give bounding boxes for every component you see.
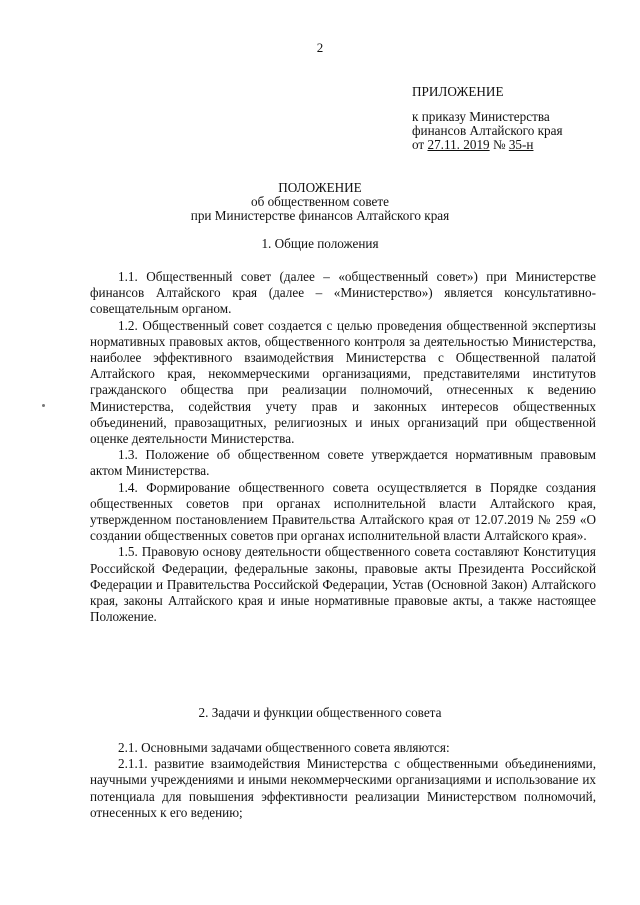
- section-1-body: [90, 269, 596, 625]
- section-1-heading: 1. Общие положения: [261, 236, 379, 251]
- number-sign: №: [489, 137, 509, 152]
- paragraph-1-1: 1.1. Общественный совет (далее – «общественный совет») при Министерстве финансов Алтайского края (далее – «Министерство») является консультативно-совещательным органом.: [90, 269, 596, 317]
- title-line-1: ПОЛОЖЕНИЕ: [278, 180, 362, 195]
- paragraph-1-4: 1.4. Формирование общественного совета осуществляется в Порядке создания общественных советов при органах исполнительной власти Алтайского края, утвержденном постановлением Правительства Алтайского края от 12.07.2019 № 259 «О создании общественных советов при органах исполнительной власти Алтайского края».: [90, 479, 596, 544]
- order-number: 35-н: [508, 137, 534, 152]
- page-number: 2: [316, 40, 324, 55]
- document-title: [0, 181, 640, 223]
- appendix-line-2: финансов Алтайского края: [412, 123, 563, 138]
- appendix-heading: ПРИЛОЖЕНИЕ: [412, 84, 504, 99]
- paragraph-1-5: 1.5. Правовую основу деятельности общественного совета составляют Конституция Российской Федерации, федеральные законы, правовые акты Президента Российской Федерации и Правительства Российской Федерации, Устав (Основной Закон) Алтайского края, законы Алтайского края и иные нормативные правовые акты, а также настоящее Положение.: [90, 544, 596, 625]
- appendix-line-1: к приказу Министерства: [412, 109, 550, 124]
- date-prefix: от: [412, 137, 428, 152]
- scan-mark: [42, 404, 45, 407]
- paragraph-1-2: 1.2. Общественный совет создается с целью проведения общественной экспертизы нормативных правовых актов, общественного контроля за деятельностью Министерства, наиболее эффективного взаимодействия Министерства с Общественной палатой Алтайского края, некоммерческими организациями, представителями институтов гражданского общества при реализации полномочий, отнесенных к ведению Министерства, содействия учету прав и законных интересов общественных объединений, правозащитных, религиозных и иных организаций при общественной оценке деятельности Министерства.: [90, 317, 596, 447]
- appendix-block: [412, 85, 627, 152]
- appendix-date-line: [412, 138, 627, 152]
- section-2-heading: 2. Задачи и функции общественного совета: [198, 705, 442, 720]
- paragraph-2-1-1: 2.1.1. развитие взаимодействия Министерства с общественными объединениями, научными учреждениями и иными некоммерческими организациями и использование их потенциала для повышения эффективности реализации Министерством полномочий, отнесенных к его ведению;: [90, 756, 596, 820]
- section-2-body: [90, 740, 596, 821]
- order-date: 27.11. 2019: [427, 137, 490, 152]
- title-line-2: об общественном совете: [250, 194, 390, 209]
- title-line-3: при Министерстве финансов Алтайского края: [190, 208, 450, 223]
- paragraph-2-1: 2.1. Основными задачами общественного совета являются:: [118, 740, 450, 755]
- paragraph-1-3: 1.3. Положение об общественном совете утверждается нормативным правовым актом Министерства.: [90, 447, 596, 479]
